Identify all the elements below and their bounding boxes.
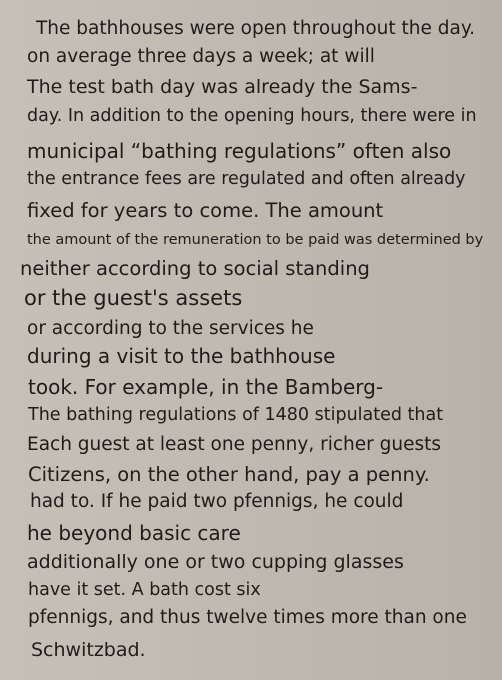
text-line: Schwitzbad. [31, 639, 146, 661]
text-line: have it set. A bath cost six [28, 580, 261, 600]
text-line: took. For example, in the Bamberg- [28, 375, 384, 399]
text-line: The bathing regulations of 1480 stipulated that [28, 405, 444, 425]
text-line: fixed for years to come. The amount [27, 199, 384, 222]
text-line: or according to the services he [27, 318, 314, 339]
text-line: on average three days a week; at will [27, 46, 375, 67]
text-line: Citizens, on the other hand, pay a penny. [28, 463, 430, 486]
text-line: Each guest at least one penny, richer guests [27, 434, 442, 455]
text-line: had to. If he paid two pfennigs, he could [30, 491, 404, 512]
text-line: the entrance fees are regulated and often already [27, 169, 466, 189]
text-line: the amount of the remuneration to be paid was determined by [27, 232, 484, 248]
text-line: The test bath day was already the Sams- [27, 76, 418, 98]
text-line: he beyond basic care [27, 521, 241, 545]
text-line: The bathhouses were open throughout the day. [36, 18, 476, 39]
text-line: or the guest's assets [24, 286, 243, 310]
text-line: pfennigs, and thus twelve times more than one [28, 607, 467, 628]
text-line: neither according to social standing [20, 257, 370, 280]
text-line: municipal “bathing regulations” often also [27, 139, 452, 163]
text-line: during a visit to the bathhouse [27, 344, 336, 368]
text-line: day. In addition to the opening hours, there were in [27, 106, 477, 126]
text-line: additionally one or two cupping glasses [27, 551, 404, 573]
